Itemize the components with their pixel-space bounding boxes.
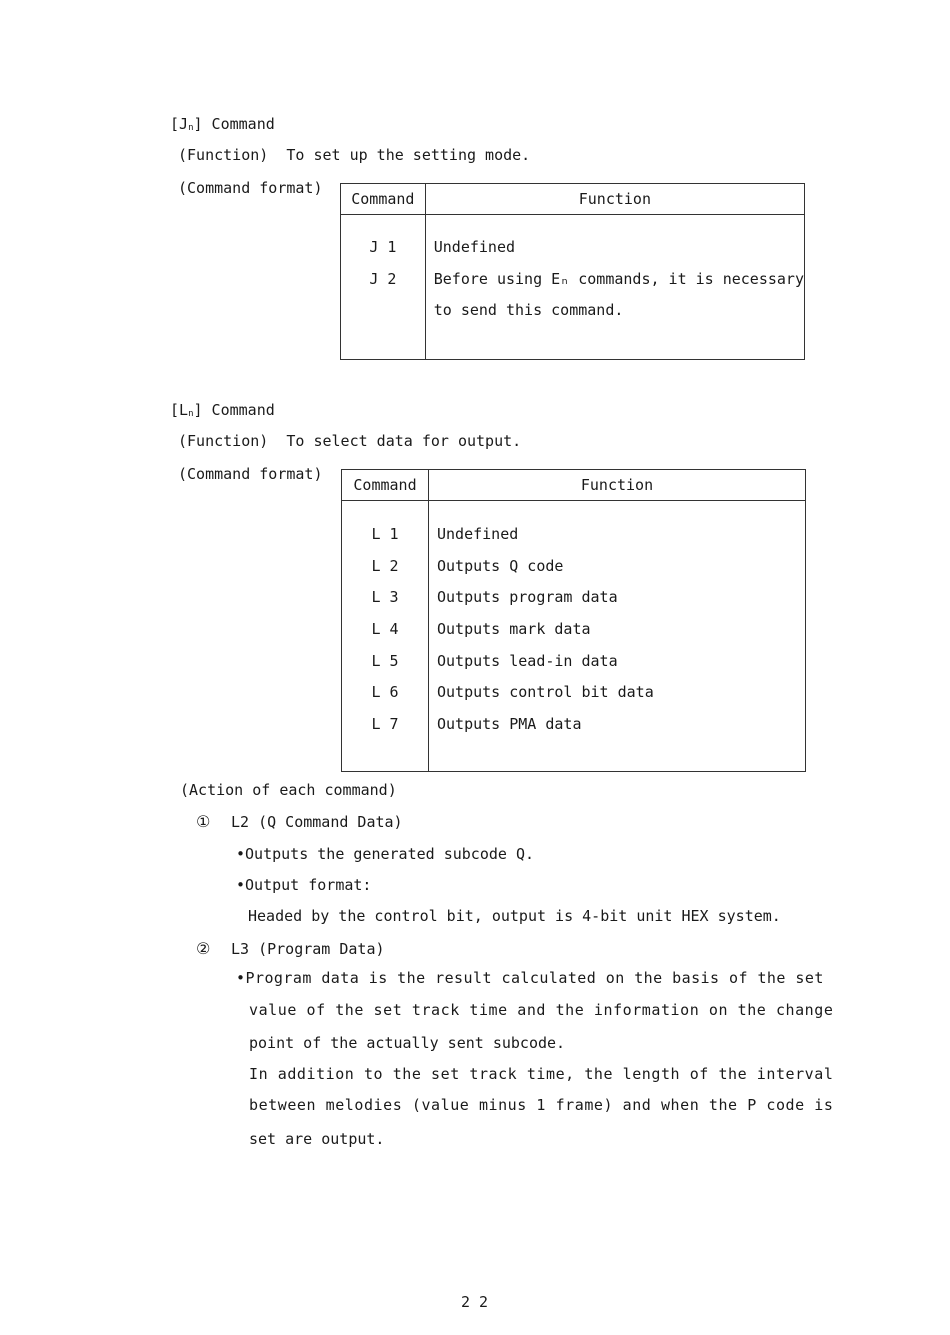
j-command-table <box>340 183 805 360</box>
l-functions-cell <box>429 501 806 772</box>
actions-title: (Action of each command) <box>180 781 397 799</box>
command-code: L 5 <box>371 651 399 670</box>
l-function-text: To select data for output. <box>286 432 522 450</box>
function-desc: Outputs mark data <box>437 620 591 639</box>
item1-title: L2 (Q Command Data) <box>231 813 403 831</box>
item1-bullet: •Outputs the generated subcode Q. <box>236 845 535 863</box>
item1-bullet: •Output format: <box>236 876 372 894</box>
l-function-line <box>178 432 521 450</box>
item1-detail: Headed by the control bit, output is 4-bit unit HEX system. <box>248 907 781 925</box>
command-code: L 3 <box>371 588 399 607</box>
j-function-text: To set up the setting mode. <box>286 146 531 164</box>
item2-marker: ② <box>196 939 211 958</box>
j-function-label: (Function) <box>178 146 269 164</box>
item2-line: •Program data is the result calculated on the basis of the set <box>236 969 824 987</box>
item2-line: point of the actually sent subcode. <box>249 1034 566 1052</box>
command-code: L 4 <box>371 620 399 639</box>
function-desc: Before using Eₙ commands, it is necessary <box>433 269 804 288</box>
item2-line: value of the set track time and the information on the change <box>249 1001 834 1019</box>
item2-line: set are output. <box>249 1130 385 1148</box>
l-command-table <box>341 469 806 772</box>
function-desc: Outputs lead-in data <box>437 651 618 670</box>
function-desc: Outputs Q code <box>437 556 564 575</box>
item1-marker: ① <box>196 812 211 831</box>
command-code: L 2 <box>371 556 399 575</box>
command-code: J 2 <box>369 269 397 288</box>
command-code: L 6 <box>371 683 399 702</box>
page-number: 2 2 <box>461 1293 489 1311</box>
command-code: J 1 <box>369 238 397 256</box>
function-desc: Undefined <box>433 238 516 256</box>
function-desc: Undefined <box>437 525 519 543</box>
function-desc: Outputs program data <box>437 588 618 607</box>
item2-title: L3 (Program Data) <box>231 940 385 958</box>
command-code: L 1 <box>371 525 399 543</box>
function-desc: to send this command. <box>433 301 624 320</box>
command-code: L 7 <box>371 715 399 734</box>
j-header-function: Function <box>425 184 804 215</box>
l-format-label: (Command format) <box>178 465 323 483</box>
j-format-label: (Command format) <box>178 179 323 197</box>
l-header-command: Command <box>342 470 429 501</box>
j-command-heading: [Jn] Command <box>170 115 275 133</box>
j-functions-cell <box>425 215 804 360</box>
function-desc: Outputs control bit data <box>437 683 654 702</box>
item2-line: In addition to the set track time, the length of the interval <box>249 1065 834 1083</box>
j-header-command: Command <box>341 184 426 215</box>
l-command-heading: [Ln] Command <box>170 401 275 419</box>
item2-line: between melodies (value minus 1 frame) and when the P code is <box>249 1096 834 1114</box>
function-desc: Outputs PMA data <box>437 715 582 734</box>
l-header-function: Function <box>429 470 806 501</box>
l-function-label: (Function) <box>178 432 269 450</box>
l-commands-cell <box>342 501 429 772</box>
j-function-line <box>178 146 530 164</box>
j-commands-cell <box>341 215 426 360</box>
